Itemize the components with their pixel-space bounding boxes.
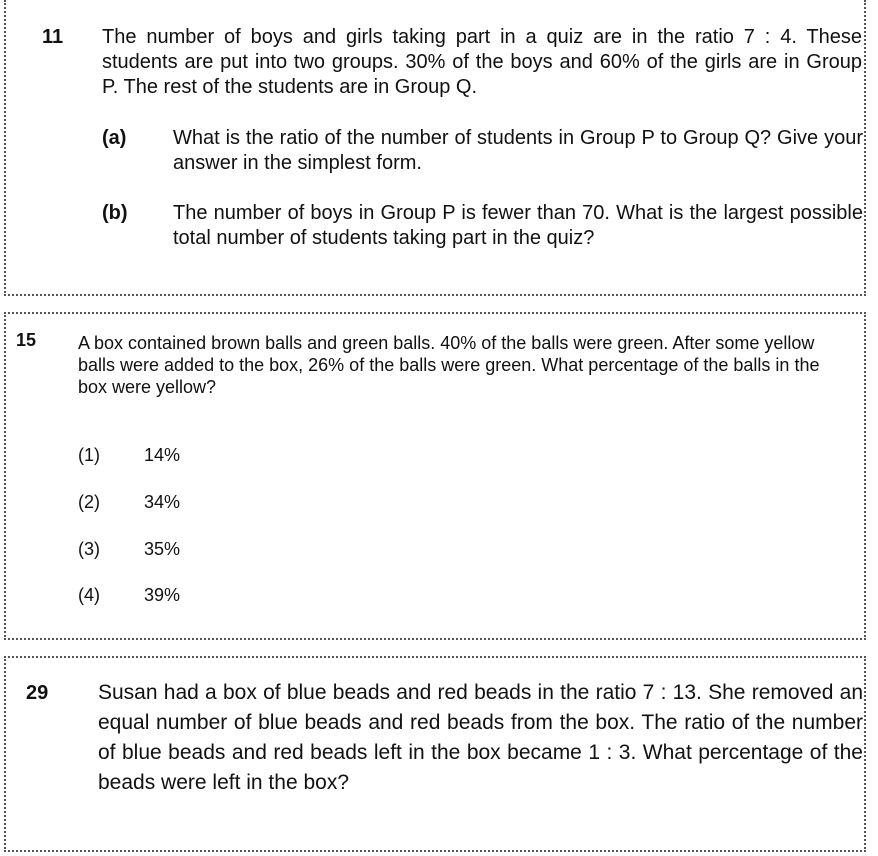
option-label: (3) (78, 539, 100, 559)
question-15-box (4, 312, 866, 640)
option-value: 34% (144, 492, 181, 512)
option-value: 39% (144, 585, 181, 605)
part-a-label: (a) (102, 127, 127, 149)
question-number: 11 (42, 26, 64, 48)
question-number: 15 (16, 330, 37, 350)
question-11-box (4, 0, 866, 296)
option-label: (1) (78, 445, 100, 465)
part-b-text: The number of boys in Group P is fewer than 70. What is the largest possible total number of students taking part in the quiz? (173, 202, 863, 249)
option-3 (78, 539, 180, 560)
option-value: 14% (144, 445, 181, 465)
option-4 (78, 585, 180, 606)
question-29-box (4, 656, 866, 852)
option-1 (78, 445, 180, 466)
option-label: (4) (78, 585, 100, 605)
option-value: 35% (144, 539, 181, 559)
part-b-label: (b) (102, 202, 128, 224)
option-2 (78, 492, 180, 513)
option-label: (2) (78, 492, 100, 512)
question-stem: The number of boys and girls taking part in a quiz are in the ratio 7 : 4. These students are put into two groups. 30% of the boys and 60% of the girls are in Group P. The rest of the students are in Group Q. (102, 26, 862, 98)
question-number: 29 (26, 682, 49, 704)
question-stem: A box contained brown balls and green balls. 40% of the balls were green. After some yellow balls were added to the box, 26% of the balls were green. What percentage of the balls in the box were yellow? (78, 333, 820, 397)
part-a-text: What is the ratio of the number of students in Group P to Group Q? Give your answer in the simplest form. (173, 127, 863, 174)
question-stem: Susan had a box of blue beads and red beads in the ratio 7 : 13. She removed an equal number of blue beads and red beads from the box. The ratio of the number of blue beads and red beads left in the box became 1 : 3. What percentage of the beads were left in the box? (98, 681, 863, 794)
